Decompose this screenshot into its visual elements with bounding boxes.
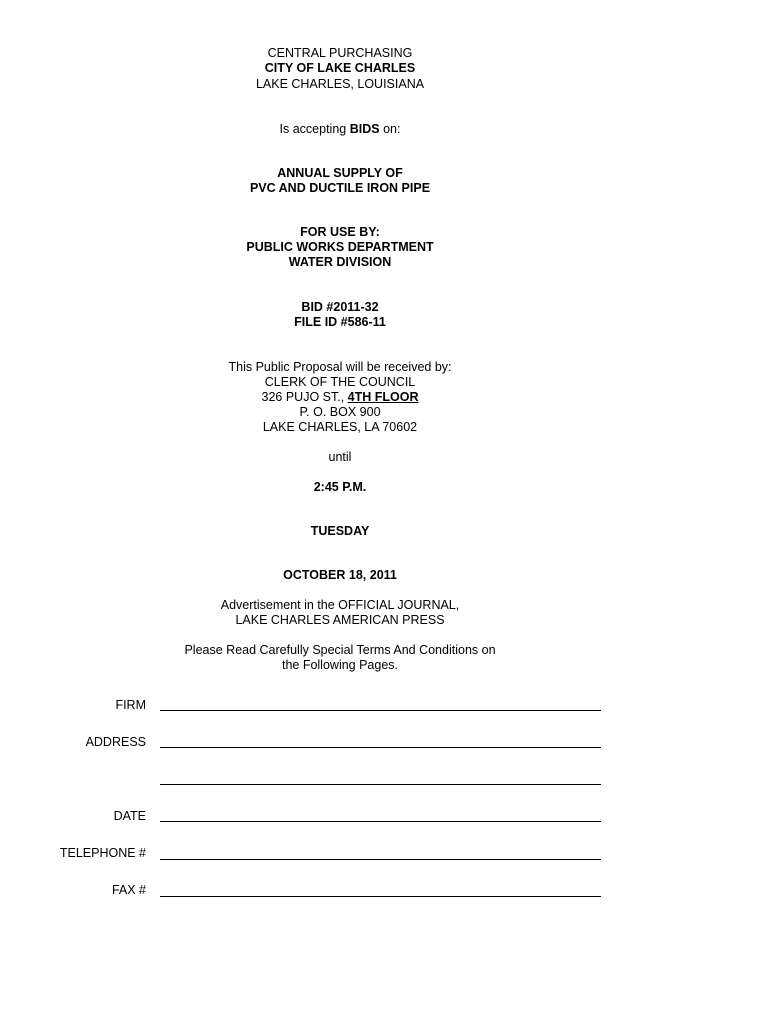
header-city: CITY OF LAKE CHARLES xyxy=(264,61,416,75)
receipt-until: until xyxy=(328,450,352,464)
receipt-floor: 4TH FLOOR xyxy=(347,390,419,404)
receipt-office: CLERK OF THE COUNCIL xyxy=(264,375,416,389)
receipt-street: 326 PUJO ST., xyxy=(261,390,348,404)
fax-label: FAX # xyxy=(111,883,146,897)
receipt-date: OCTOBER 18, 2011 xyxy=(283,568,397,582)
address-field-line-2[interactable] xyxy=(160,784,601,785)
receipt-box: P. O. BOX 900 xyxy=(299,405,381,419)
firm-label: FIRM xyxy=(115,698,146,712)
receipt-time: 2:45 P.M. xyxy=(313,480,367,494)
date-field[interactable] xyxy=(160,821,601,822)
header-state: LAKE CHARLES, LOUISIANA xyxy=(255,77,425,91)
advertisement-line-1: Advertisement in the OFFICIAL JOURNAL, xyxy=(220,598,460,612)
header-dept: CENTRAL PURCHASING xyxy=(267,46,413,60)
receipt-city: LAKE CHARLES, LA 70602 xyxy=(262,420,418,434)
telephone-label: TELEPHONE # xyxy=(59,846,146,860)
receipt-street-line xyxy=(0,390,680,405)
use-by-division: WATER DIVISION xyxy=(288,255,392,269)
date-label: DATE xyxy=(113,809,146,823)
subject-line-1: ANNUAL SUPPLY OF xyxy=(277,166,403,180)
accepting-suffix: on: xyxy=(379,122,401,136)
advertisement-line-2: LAKE CHARLES AMERICAN PRESS xyxy=(235,613,445,627)
bid-number: BID #2011-32 xyxy=(301,300,379,314)
firm-field[interactable] xyxy=(160,710,601,711)
fax-field[interactable] xyxy=(160,896,601,897)
file-id: FILE ID #586-11 xyxy=(294,315,386,329)
use-by-heading: FOR USE BY: xyxy=(300,225,380,239)
telephone-field[interactable] xyxy=(160,859,601,860)
notice-line-2: the Following Pages. xyxy=(281,658,399,672)
subject-line-2: PVC AND DUCTILE IRON PIPE xyxy=(249,181,431,195)
address-field[interactable] xyxy=(160,747,601,748)
accepting-line xyxy=(0,122,680,137)
accepting-bids: BIDS xyxy=(349,122,380,136)
receipt-day: TUESDAY xyxy=(310,524,370,538)
receipt-intro: This Public Proposal will be received by: xyxy=(228,360,452,374)
address-label: ADDRESS xyxy=(85,735,146,749)
use-by-dept: PUBLIC WORKS DEPARTMENT xyxy=(246,240,434,254)
accepting-prefix: Is accepting xyxy=(279,122,350,136)
notice-line-1: Please Read Carefully Special Terms And Conditions on xyxy=(184,643,496,657)
